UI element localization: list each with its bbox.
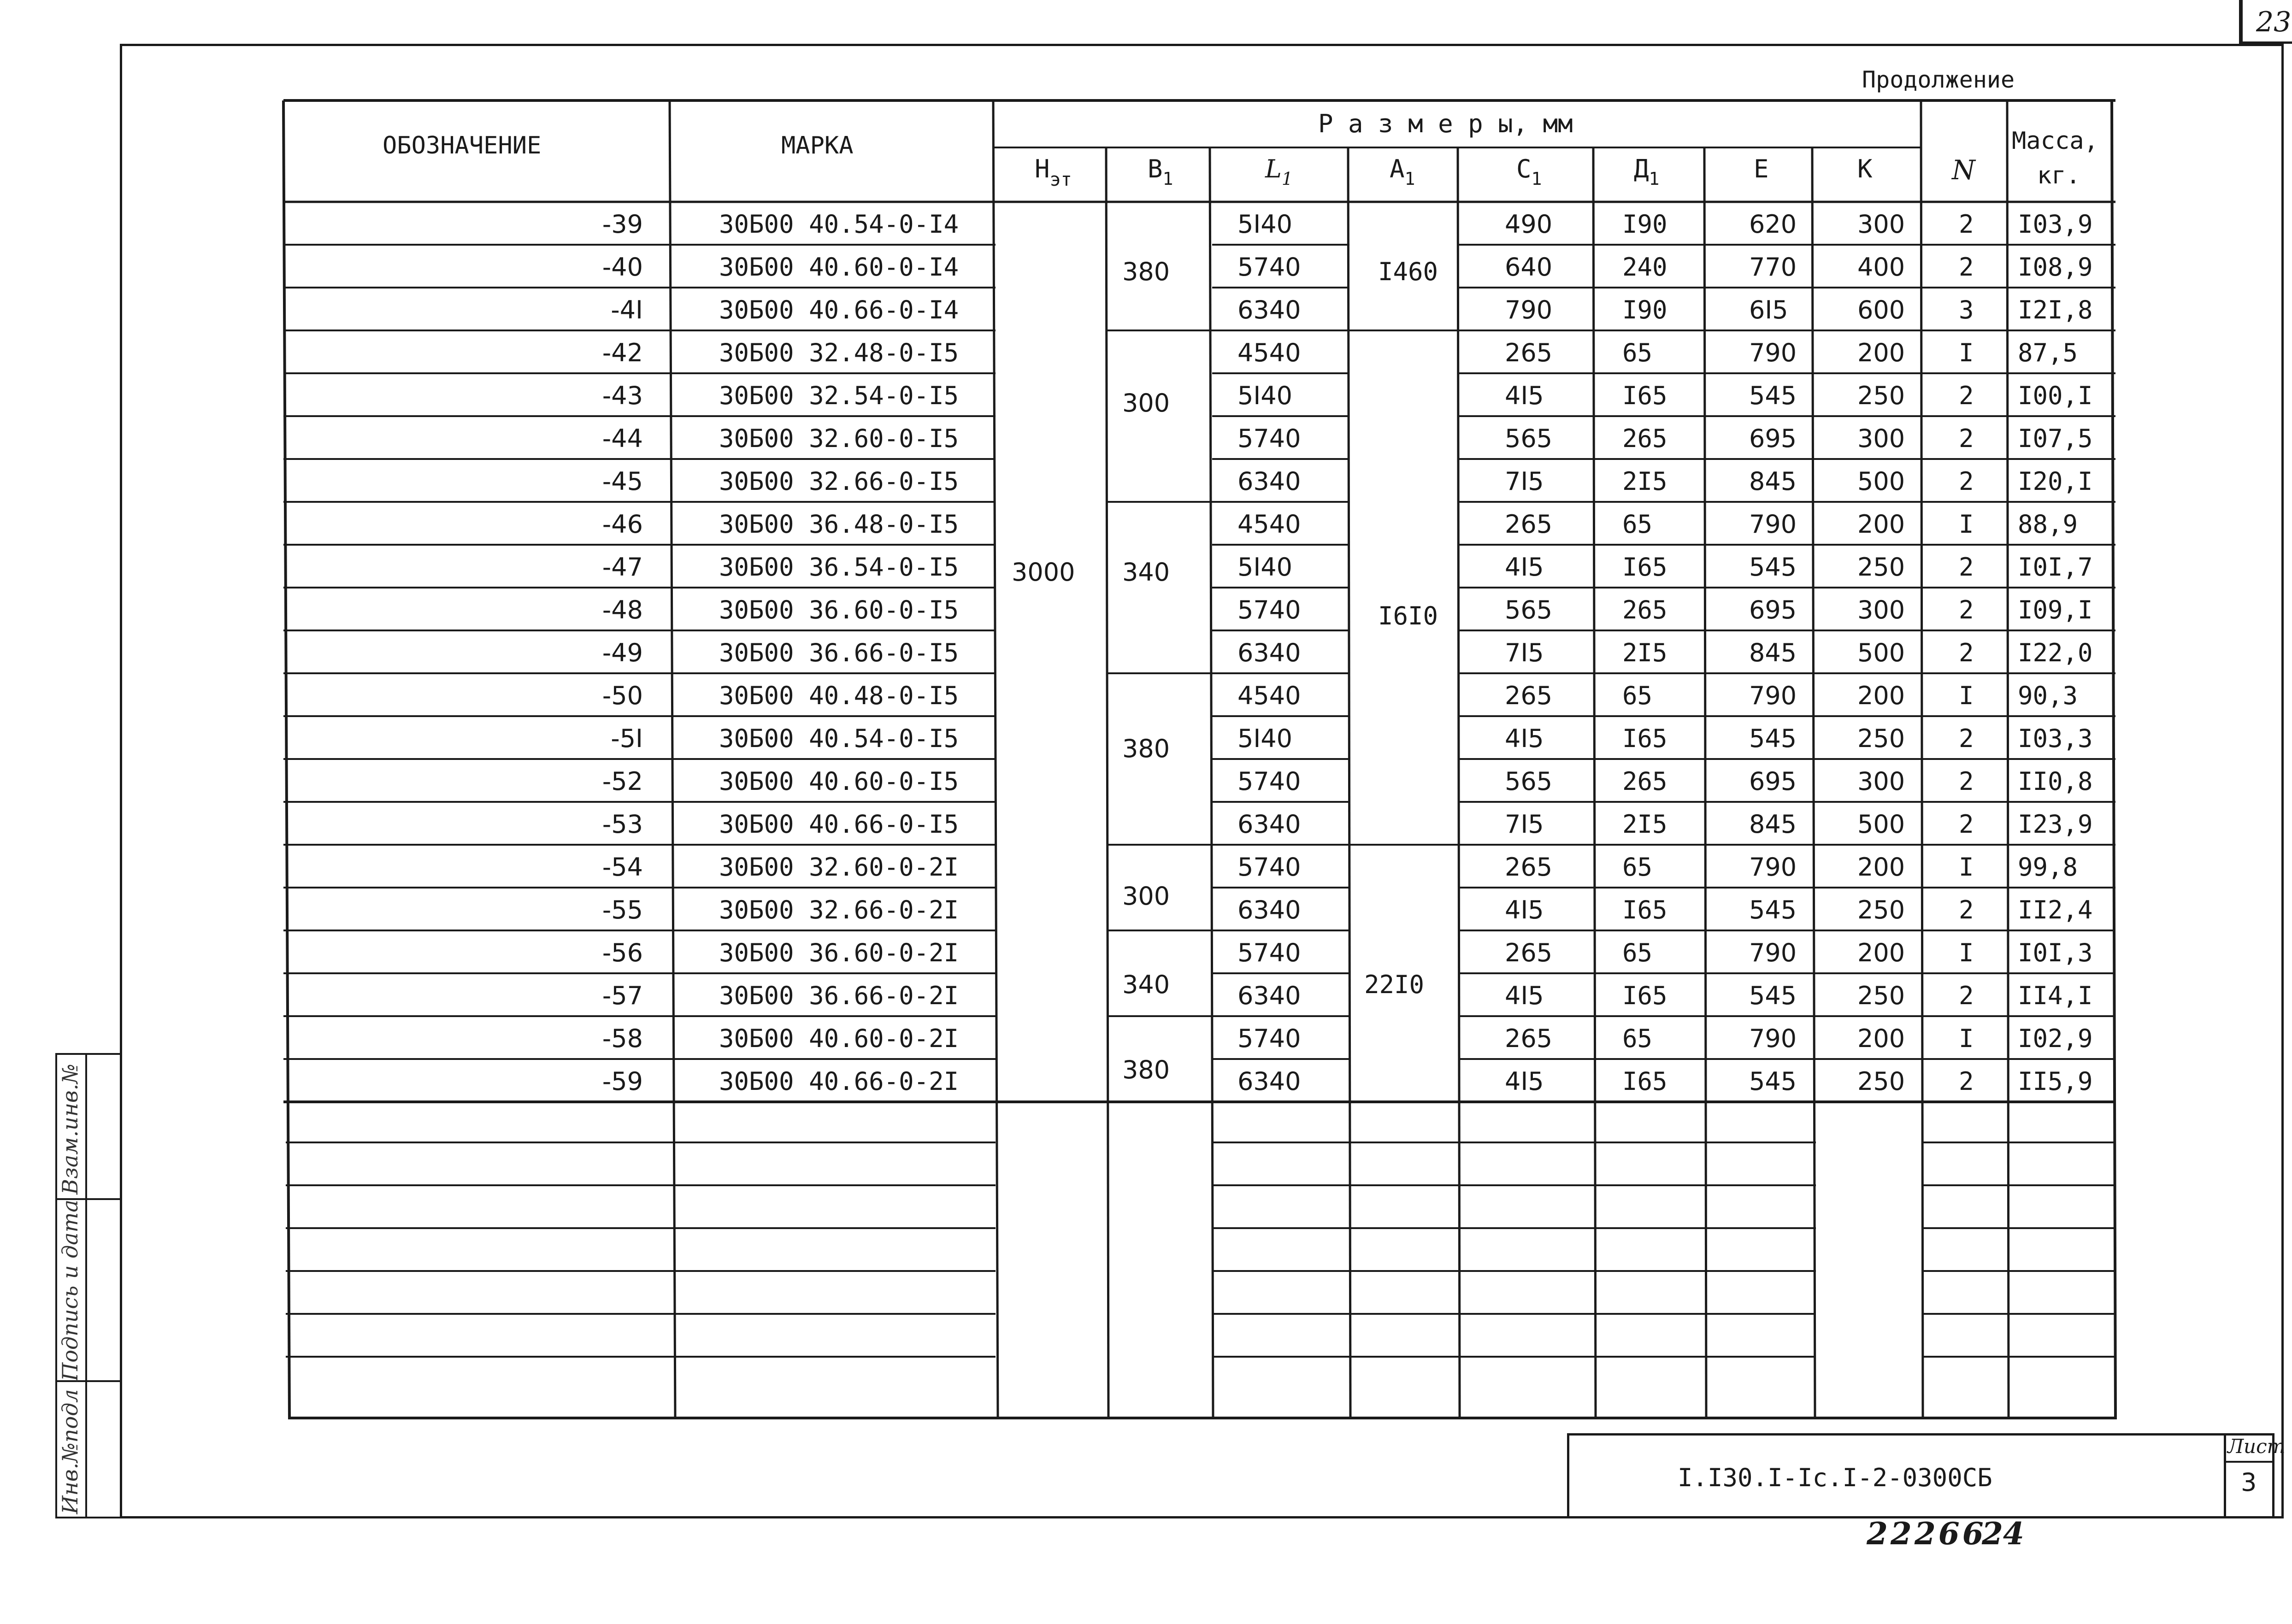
row-mass: 87,5	[2018, 338, 2078, 367]
row-k: 300	[1857, 767, 1905, 796]
row-k: 250	[1857, 1067, 1905, 1096]
row-k: 250	[1857, 895, 1905, 924]
row-d1: 265	[1622, 424, 1667, 453]
row-e: 845	[1749, 467, 1797, 496]
row-mass: I03,9	[2018, 210, 2093, 239]
row-c1: 4I5	[1505, 895, 1544, 924]
row-mark: 30Б00 40.66-0-I5	[719, 810, 959, 839]
row-designation: -40	[602, 253, 643, 282]
header-designation: ОБОЗНАЧЕНИЕ	[383, 132, 542, 159]
row-k: 200	[1857, 681, 1905, 710]
row-d1: I65	[1622, 1067, 1667, 1096]
header-b-letter: B	[1148, 154, 1163, 183]
row-l1: 5740	[1237, 938, 1301, 967]
header-a-letter: A	[1390, 154, 1405, 183]
row-l1: 6340	[1237, 981, 1301, 1010]
header-mark: МАРКА	[781, 132, 854, 159]
merged-h-3000: 3000	[1012, 558, 1075, 587]
row-k: 200	[1857, 1024, 1905, 1053]
row-mark: 30Б00 32.54-0-I5	[719, 381, 959, 410]
row-d1: 65	[1622, 853, 1653, 882]
row-k: 200	[1857, 938, 1905, 967]
row-designation: -39	[602, 210, 643, 239]
row-mass: 90,3	[2018, 681, 2078, 710]
row-c1: 4I5	[1505, 381, 1544, 410]
header-k: К	[1857, 154, 1873, 183]
row-c1: 4I5	[1505, 724, 1544, 753]
row-n: 3	[1959, 295, 1974, 324]
row-mass: I09,I	[2018, 595, 2093, 624]
merged-b-300: 300	[1122, 388, 1170, 418]
row-n: 2	[1959, 424, 1974, 453]
row-l1: 5I40	[1237, 210, 1292, 239]
header-a-sub: 1	[1404, 169, 1415, 189]
header-a	[1390, 154, 1415, 189]
row-mark: 30Б00 32.60-0-2I	[719, 853, 959, 882]
row-designation: -55	[602, 895, 643, 924]
row-d1: 65	[1622, 681, 1653, 710]
merged-a-1460: I460	[1378, 257, 1438, 286]
row-e: 6I5	[1749, 295, 1788, 324]
row-l1: 5740	[1237, 853, 1301, 882]
row-d1: 2I5	[1622, 467, 1667, 496]
row-n: I	[1959, 510, 1974, 539]
row-mass: II4,I	[2018, 981, 2093, 1010]
row-k: 600	[1857, 295, 1905, 324]
title-block-sheet-line	[2224, 1461, 2274, 1463]
row-c1: 265	[1505, 510, 1553, 539]
row-l1: 4540	[1237, 510, 1301, 539]
row-n: 2	[1959, 767, 1974, 796]
row-d1: 65	[1622, 338, 1653, 367]
row-d1: I65	[1622, 895, 1667, 924]
row-e: 845	[1749, 638, 1797, 667]
row-n: 2	[1959, 981, 1974, 1010]
row-l1: 5740	[1237, 767, 1301, 796]
row-l1: 5I40	[1237, 553, 1292, 582]
bottom-extra: 24	[1982, 1516, 2024, 1552]
row-mass: II0,8	[2018, 767, 2093, 796]
row-l1: 6340	[1237, 895, 1301, 924]
row-c1: 790	[1505, 295, 1553, 324]
row-e: 620	[1749, 210, 1797, 239]
row-designation: -47	[602, 553, 643, 582]
row-mass: I03,3	[2018, 724, 2093, 753]
row-n: 2	[1959, 724, 1974, 753]
row-k: 200	[1857, 338, 1905, 367]
row-k: 200	[1857, 853, 1905, 882]
row-mark: 30Б00 40.48-0-I5	[719, 681, 959, 710]
row-l1: 6340	[1237, 467, 1301, 496]
row-c1: 4I5	[1505, 1067, 1544, 1096]
row-n: I	[1959, 938, 1974, 967]
row-designation: -44	[602, 424, 643, 453]
row-e: 790	[1749, 938, 1797, 967]
row-mark: 30Б00 32.60-0-I5	[719, 424, 959, 453]
row-mark: 30Б00 36.54-0-I5	[719, 553, 959, 582]
row-mark: 30Б00 32.66-0-I5	[719, 467, 959, 496]
sheet-corner-number: 23	[2256, 6, 2292, 38]
row-mass: 99,8	[2018, 853, 2078, 882]
row-mark: 30Б00 40.60-0-I5	[719, 767, 959, 796]
row-e: 695	[1749, 595, 1797, 624]
row-mass: I20,I	[2018, 467, 2093, 496]
row-mass: I08,9	[2018, 253, 2093, 282]
row-mass: I2I,8	[2018, 295, 2093, 324]
row-mark: 30Б00 40.60-0-2I	[719, 1024, 959, 1053]
row-n: 2	[1959, 467, 1974, 496]
merged-b-300-low: 300	[1122, 882, 1170, 911]
row-mark: 30Б00 36.60-0-2I	[719, 938, 959, 967]
row-e: 845	[1749, 810, 1797, 839]
merged-a-1610: I6I0	[1378, 601, 1438, 630]
row-e: 695	[1749, 767, 1797, 796]
row-k: 200	[1857, 510, 1905, 539]
row-designation: -46	[602, 510, 643, 539]
row-l1: 6340	[1237, 1067, 1301, 1096]
row-n: 2	[1959, 1067, 1974, 1096]
row-e: 545	[1749, 981, 1797, 1010]
row-c1: 265	[1505, 938, 1553, 967]
row-k: 300	[1857, 210, 1905, 239]
row-designation: -49	[602, 638, 643, 667]
row-l1: 6340	[1237, 810, 1301, 839]
row-designation: -4I	[611, 295, 643, 324]
row-e: 790	[1749, 853, 1797, 882]
row-d1: I65	[1622, 381, 1667, 410]
row-n: 2	[1959, 253, 1974, 282]
header-d	[1634, 154, 1660, 189]
header-h	[1035, 154, 1072, 190]
header-d-sub: 1	[1649, 169, 1660, 189]
row-n: 2	[1959, 595, 1974, 624]
row-designation: -58	[602, 1024, 643, 1053]
row-k: 300	[1857, 595, 1905, 624]
header-l-letter: L	[1265, 154, 1282, 183]
row-d1: 2I5	[1622, 810, 1667, 839]
header-c	[1516, 154, 1542, 189]
row-designation: -50	[602, 681, 643, 710]
row-designation: -57	[602, 981, 643, 1010]
row-l1: 5740	[1237, 595, 1301, 624]
row-k: 250	[1857, 553, 1905, 582]
row-mass: I0I,7	[2018, 553, 2093, 582]
row-n: 2	[1959, 210, 1974, 239]
row-n: I	[1959, 853, 1974, 882]
header-l	[1265, 154, 1293, 189]
row-c1: 4I5	[1505, 553, 1544, 582]
row-c1: 265	[1505, 338, 1553, 367]
row-c1: 490	[1505, 210, 1553, 239]
row-mass: I02,9	[2018, 1024, 2093, 1053]
header-sizes: Р а з м е р ы, мм	[1318, 109, 1573, 138]
row-designation: -5I	[611, 724, 643, 753]
side-stamp-inv-no: Инв.№подл	[58, 1389, 82, 1514]
row-c1: 7I5	[1505, 638, 1544, 667]
row-e: 695	[1749, 424, 1797, 453]
title-block-divider	[2224, 1433, 2226, 1518]
row-l1: 4540	[1237, 681, 1301, 710]
row-designation: -59	[602, 1067, 643, 1096]
row-c1: 7I5	[1505, 810, 1544, 839]
row-e: 770	[1749, 253, 1797, 282]
row-designation: -43	[602, 381, 643, 410]
row-d1: I65	[1622, 981, 1667, 1010]
header-l-sub: 1	[1281, 169, 1293, 189]
row-k: 250	[1857, 981, 1905, 1010]
row-d1: 65	[1622, 510, 1653, 539]
row-e: 545	[1749, 895, 1797, 924]
row-n: 2	[1959, 895, 1974, 924]
row-designation: -52	[602, 767, 643, 796]
row-c1: 265	[1505, 853, 1553, 882]
merged-b-340: 340	[1122, 558, 1170, 587]
row-mass: I23,9	[2018, 810, 2093, 839]
row-mark: 30Б00 40.60-0-I4	[719, 253, 959, 282]
row-designation: -54	[602, 853, 643, 882]
row-k: 250	[1857, 724, 1905, 753]
continuation-label: Продолжение	[1862, 66, 2015, 93]
row-k: 500	[1857, 467, 1905, 496]
header-b-sub: 1	[1162, 169, 1173, 189]
row-l1: 5I40	[1237, 724, 1292, 753]
row-c1: 265	[1505, 1024, 1553, 1053]
row-c1: 640	[1505, 253, 1553, 282]
row-mass: II5,9	[2018, 1067, 2093, 1096]
row-l1: 5740	[1237, 253, 1301, 282]
row-designation: -56	[602, 938, 643, 967]
row-k: 500	[1857, 810, 1905, 839]
merged-b-380-mid: 380	[1122, 734, 1170, 763]
header-c-sub: 1	[1531, 169, 1542, 189]
doc-code: I.I30.I-Ic.I-2-0300СБ	[1678, 1463, 1992, 1492]
row-l1: 5740	[1237, 424, 1301, 453]
row-mass: I0I,3	[2018, 938, 2093, 967]
header-b	[1148, 154, 1173, 189]
row-k: 250	[1857, 381, 1905, 410]
row-n: 2	[1959, 381, 1974, 410]
row-e: 790	[1749, 1024, 1797, 1053]
merged-b-340-low: 340	[1122, 970, 1170, 999]
row-d1: 265	[1622, 595, 1667, 624]
row-d1: I65	[1622, 724, 1667, 753]
header-c-letter: C	[1516, 154, 1532, 183]
row-k: 500	[1857, 638, 1905, 667]
row-c1: 565	[1505, 767, 1553, 796]
header-d-letter: Д	[1634, 154, 1649, 183]
bottom-number: 22266	[1867, 1516, 1986, 1552]
sheet-label: Лист	[2227, 1435, 2286, 1458]
merged-a-2210: 22I0	[1364, 970, 1425, 999]
row-l1: 5740	[1237, 1024, 1301, 1053]
row-e: 790	[1749, 338, 1797, 367]
row-e: 545	[1749, 1067, 1797, 1096]
row-designation: -48	[602, 595, 643, 624]
header-mass-2: кг.	[2037, 162, 2080, 189]
row-designation: -42	[602, 338, 643, 367]
header-mass-1: Масса,	[2012, 127, 2098, 155]
header-h-sub: эт	[1049, 169, 1072, 190]
row-e: 545	[1749, 553, 1797, 582]
header-e: Е	[1754, 154, 1769, 183]
row-k: 400	[1857, 253, 1905, 282]
row-c1: 265	[1505, 681, 1553, 710]
row-mark: 30Б00 40.66-0-I4	[719, 295, 959, 324]
header-h-letter: H	[1035, 154, 1050, 183]
row-l1: 6340	[1237, 295, 1301, 324]
row-mass: I22,0	[2018, 638, 2093, 667]
row-mass: I00,I	[2018, 381, 2093, 410]
row-l1: 6340	[1237, 638, 1301, 667]
merged-b-380-low: 380	[1122, 1055, 1170, 1084]
row-d1: 265	[1622, 767, 1667, 796]
row-d1: I65	[1622, 553, 1667, 582]
row-d1: I90	[1622, 210, 1667, 239]
sheet-number: 3	[2241, 1468, 2257, 1497]
row-designation: -53	[602, 810, 643, 839]
row-mark: 30Б00 36.66-0-I5	[719, 638, 959, 667]
row-e: 790	[1749, 681, 1797, 710]
row-e: 545	[1749, 724, 1797, 753]
row-d1: 65	[1622, 1024, 1653, 1053]
row-mark: 30Б00 32.48-0-I5	[719, 338, 959, 367]
row-mark: 30Б00 40.54-0-I5	[719, 724, 959, 753]
row-mass: 88,9	[2018, 510, 2078, 539]
row-mark: 30Б00 40.54-0-I4	[719, 210, 959, 239]
row-n: I	[1959, 681, 1974, 710]
row-designation: -45	[602, 467, 643, 496]
row-e: 545	[1749, 381, 1797, 410]
row-c1: 4I5	[1505, 981, 1544, 1010]
row-l1: 4540	[1237, 338, 1301, 367]
row-e: 790	[1749, 510, 1797, 539]
side-stamp-swap-inv: Взам.инв.№	[58, 1064, 82, 1194]
row-mass: I07,5	[2018, 424, 2093, 453]
row-mark: 30Б00 36.48-0-I5	[719, 510, 959, 539]
row-c1: 565	[1505, 595, 1553, 624]
row-mark: 30Б00 36.60-0-I5	[719, 595, 959, 624]
row-c1: 565	[1505, 424, 1553, 453]
row-d1: I90	[1622, 295, 1667, 324]
row-n: 2	[1959, 638, 1974, 667]
row-n: 2	[1959, 553, 1974, 582]
row-n: 2	[1959, 810, 1974, 839]
row-mark: 30Б00 36.66-0-2I	[719, 981, 959, 1010]
row-n: I	[1959, 338, 1974, 367]
header-n: N	[1952, 154, 1975, 186]
row-k: 300	[1857, 424, 1905, 453]
merged-b-380-top: 380	[1122, 257, 1170, 286]
row-n: I	[1959, 1024, 1974, 1053]
row-mark: 30Б00 40.66-0-2I	[719, 1067, 959, 1096]
row-c1: 7I5	[1505, 467, 1544, 496]
row-d1: 2I5	[1622, 638, 1667, 667]
row-l1: 5I40	[1237, 381, 1292, 410]
row-d1: 240	[1622, 253, 1667, 282]
row-mark: 30Б00 32.66-0-2I	[719, 895, 959, 924]
row-d1: 65	[1622, 938, 1653, 967]
row-mass: II2,4	[2018, 895, 2093, 924]
side-stamp-sign-date: Подпись и дата	[58, 1200, 82, 1381]
